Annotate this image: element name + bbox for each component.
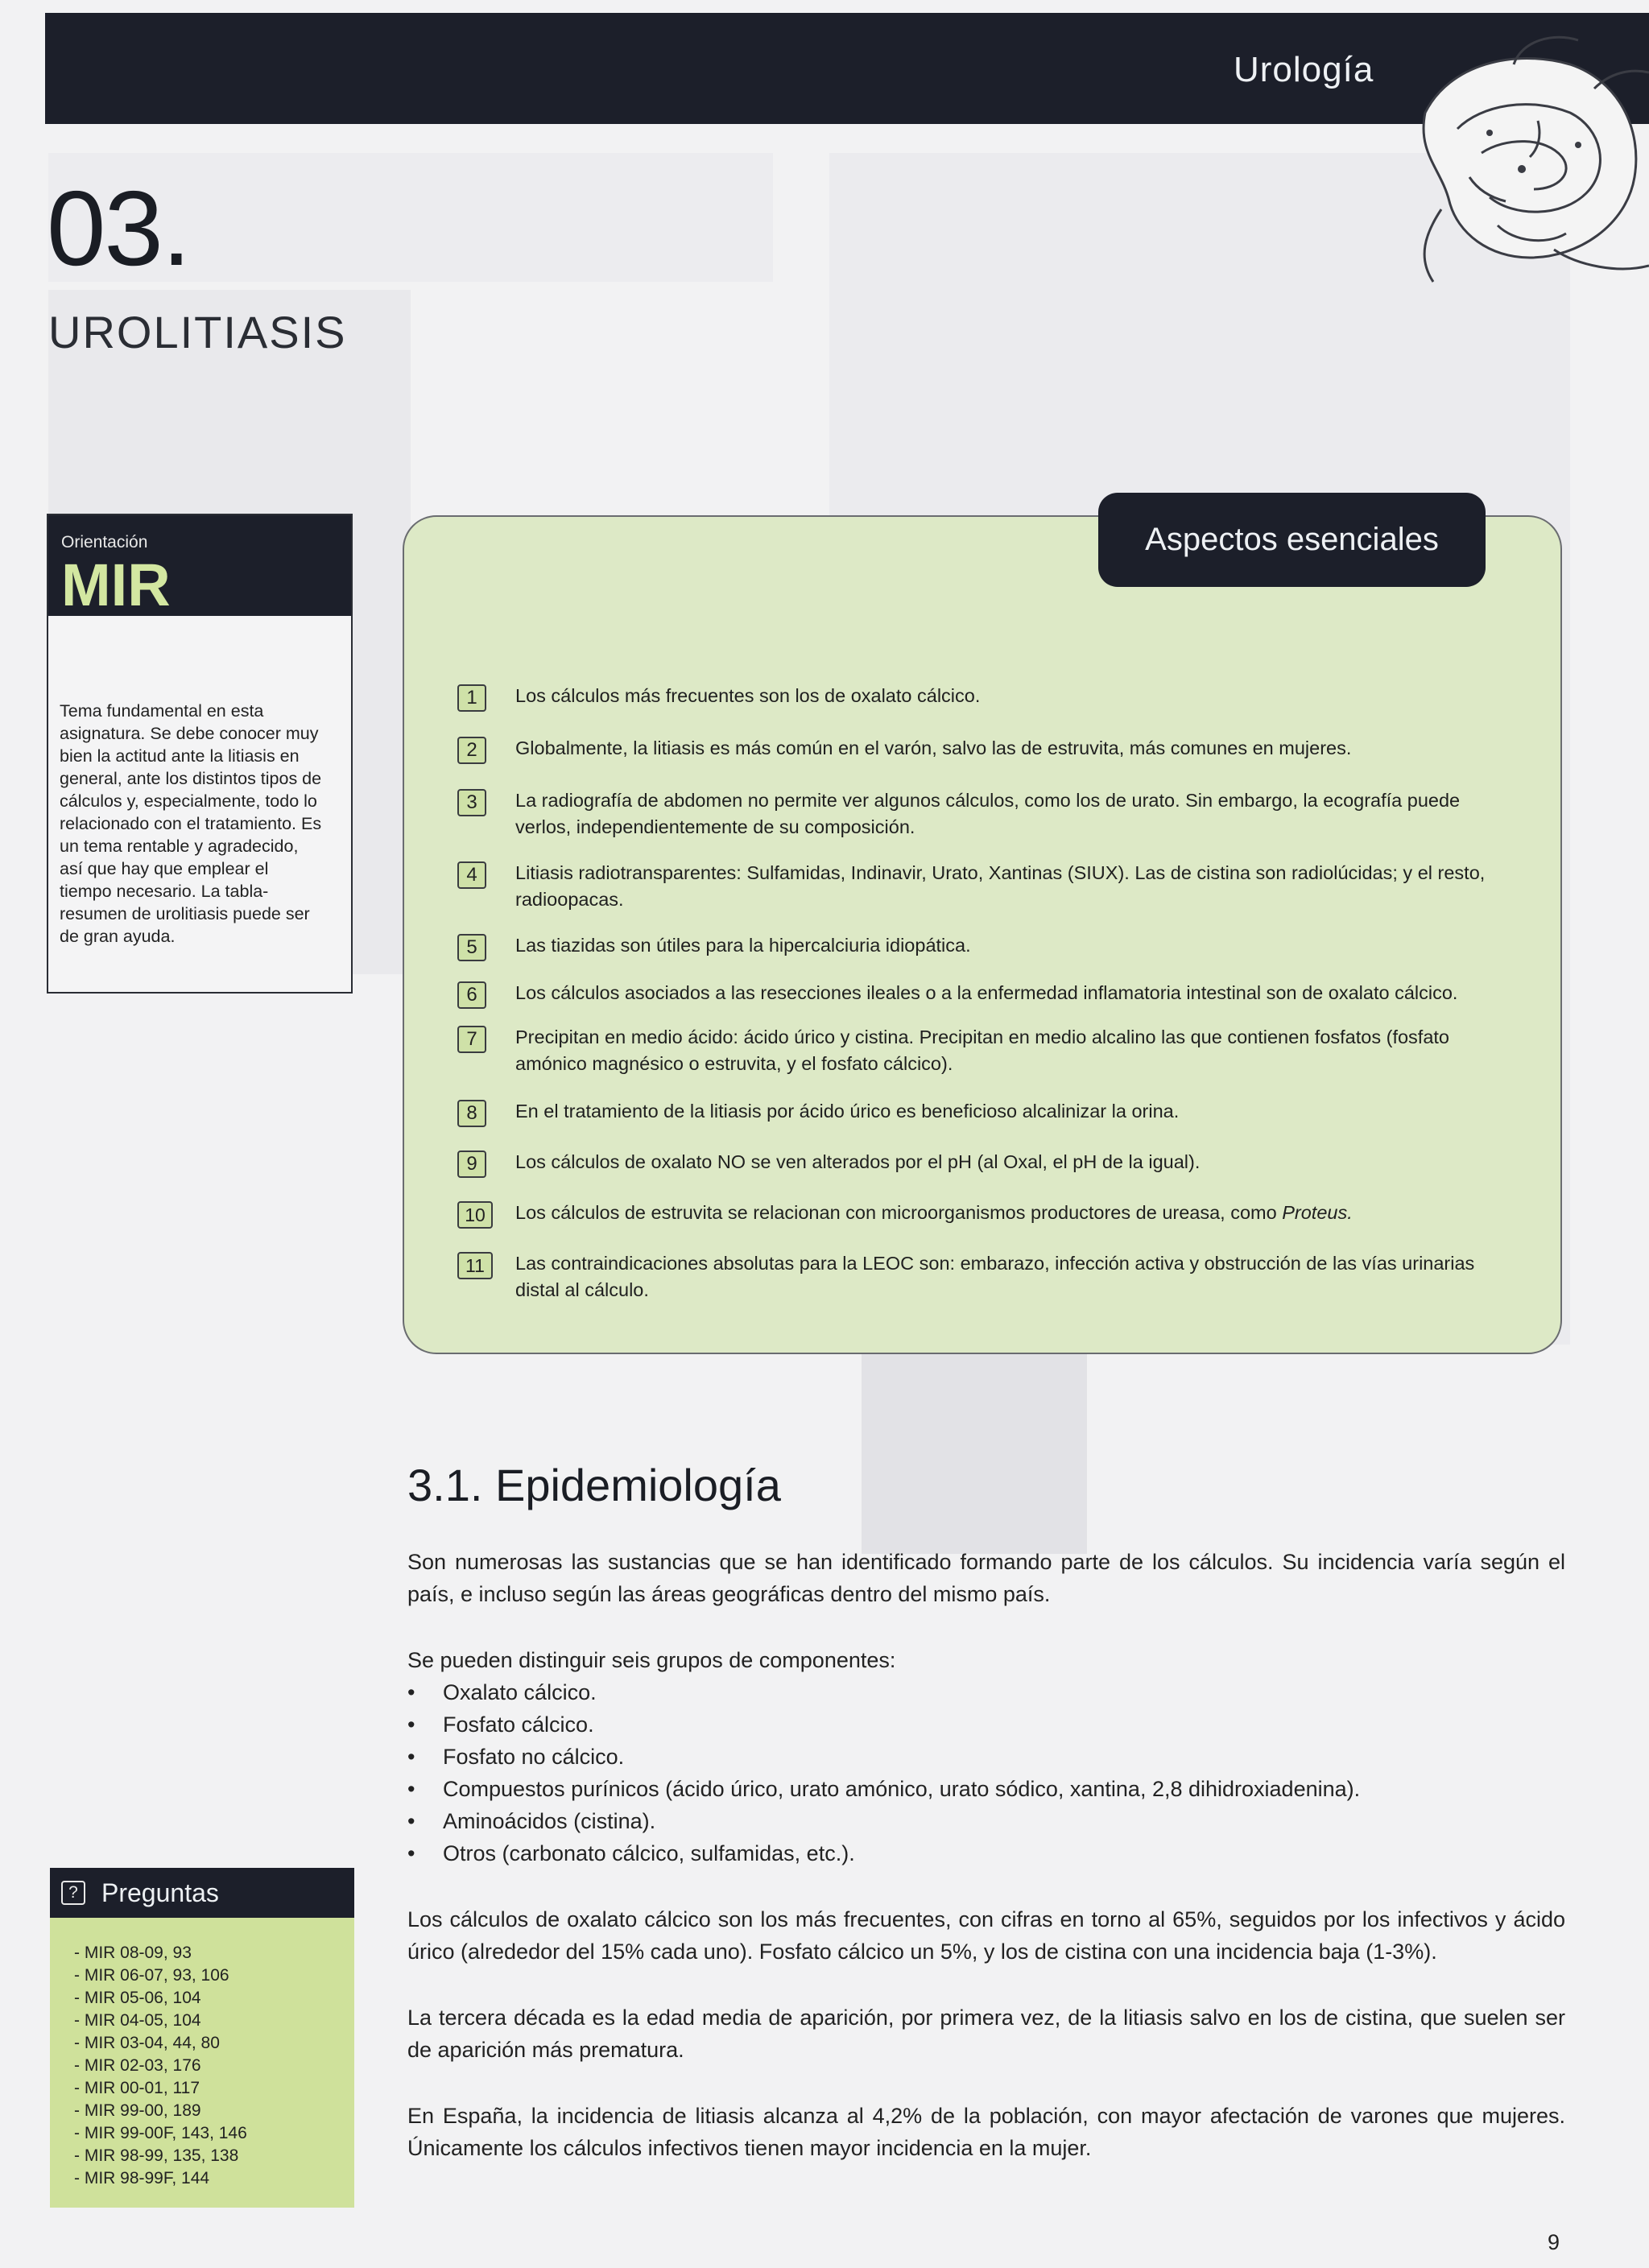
essential-item xyxy=(457,860,1514,913)
item-number: 4 xyxy=(457,861,486,889)
essential-item xyxy=(457,683,1514,709)
list-item: - MIR 08-09, 93 xyxy=(74,1944,192,1962)
item-number: 8 xyxy=(457,1100,486,1127)
essential-item xyxy=(457,735,1514,762)
item-text: Precipitan en medio ácido: ácido úrico y cistina. Precipitan en medio alcalino las que contienen fosfatos (fosfato amónico magnésico o estruvita, y el fosfato cálcico). xyxy=(515,1027,1449,1074)
list-item: - MIR 03-04, 44, 80 xyxy=(74,2034,220,2052)
essential-item xyxy=(457,932,1514,959)
item-number: 2 xyxy=(457,737,486,764)
item-text: Los cálculos más frecuentes son los de oxalato cálcico. xyxy=(515,685,981,706)
essential-item xyxy=(457,1200,1514,1226)
list-item: - MIR 98-99F, 144 xyxy=(74,2169,210,2187)
list-item: - MIR 99-00F, 143, 146 xyxy=(74,2124,247,2142)
item-text: Los cálculos asociados a las resecciones ileales o a la enfermedad inflamatoria intestinal son de oxalato cálcico. xyxy=(515,982,1458,1003)
item-number: 7 xyxy=(457,1026,486,1053)
essentials-list xyxy=(457,683,1514,1303)
orientation-text: Tema fundamental en esta asignatura. Se debe conocer muy bien la actitud ante la litiasis en general, ante los distintos tipos de cálculos y, especialmente, todo lo relacionado con el tratamiento. Es un tema rentable y agradecido, así que hay que emplear el tiempo necesario. La tabla-resumen de urolitiasis puede ser de gran ayuda. xyxy=(60,701,322,946)
paragraph: Los cálculos de oxalato cálcico son los más frecuentes, con cifras en torno al 65%, seguidos por los infectivos y ácido úrico (alrededor del 15% cada uno). Fosfato cálcico un 5%, y los de cistina con una incidencia baja (1-3%). xyxy=(407,1907,1565,1964)
list-item: • Fosfato cálcico. xyxy=(407,1708,1565,1741)
essential-item xyxy=(457,980,1514,1006)
question-mark-icon: ? xyxy=(61,1881,85,1905)
questions-title: Preguntas xyxy=(101,1878,219,1907)
item-text: Los cálculos de oxalato NO se ven alterados por el pH (al Oxal, el pH de la igual). xyxy=(515,1151,1201,1172)
item-text: En el tratamiento de la litiasis por ácido úrico es beneficioso alcalinizar la orina. xyxy=(515,1101,1180,1122)
questions-header xyxy=(50,1868,354,1918)
list-item: • Otros (carbonato cálcico, sulfamidas, etc.). xyxy=(407,1837,1565,1869)
item-text: Las tiazidas son útiles para la hipercalciuria idiopática. xyxy=(515,935,971,956)
chapter-title: UROLITIASIS xyxy=(48,307,347,357)
paragraph: En España, la incidencia de litiasis alcanza al 4,2% de la población, con mayor afectación de varones que mujeres. Únicamente los cálculos infectivos tienen mayor incidencia en la mujer. xyxy=(407,2104,1565,2160)
item-number: 5 xyxy=(457,934,486,961)
list-item: - MIR 05-06, 104 xyxy=(74,1989,201,2007)
item-text: La radiografía de abdomen no permite ver algunos cálculos, como los de urato. Sin embargo, la ecografía puede verlos, independientemente de su composición. xyxy=(515,790,1461,837)
essential-item xyxy=(457,1149,1514,1175)
item-text: Litiasis radiotransparentes: Sulfamidas, Indinavir, Urato, Xantinas (SIUX). Las de cistina son radiolúcidas; y el resto, radioopacas. xyxy=(515,862,1486,910)
list-item: - MIR 98-99, 135, 138 xyxy=(74,2146,239,2165)
paragraph: Son numerosas las sustancias que se han identificado formando parte de los cálculos. Su incidencia varía según el país, e incluso según las áreas geográficas dentro del mismo país. xyxy=(407,1550,1565,1606)
item-number: 1 xyxy=(457,684,486,712)
section-body xyxy=(407,1546,1565,2164)
item-number: 6 xyxy=(457,981,486,1009)
list-item: - MIR 06-07, 93, 106 xyxy=(74,1966,229,1985)
questions-list xyxy=(50,1918,354,2190)
list-item: - MIR 04-05, 104 xyxy=(74,2011,201,2030)
list-item: - MIR 99-00, 189 xyxy=(74,2101,201,2120)
chapter-number: 03. xyxy=(47,169,190,287)
orientation-header xyxy=(48,515,351,616)
list-item: • Compuestos purínicos (ácido úrico, urato amónico, urato sódico, xantina, 2,8 dihidroxiadenina). xyxy=(407,1773,1565,1805)
list-item: • Fosfato no cálcico. xyxy=(407,1741,1565,1773)
item-text: Las contraindicaciones absolutas para la LEOC son: embarazo, infección activa y obstrucción de las vías urinarias distal al cálculo. xyxy=(515,1253,1475,1300)
list-item: • Aminoácidos (cistina). xyxy=(407,1805,1565,1837)
orientation-box xyxy=(47,514,353,994)
orientation-label: MIR xyxy=(61,552,171,618)
item-number: 10 xyxy=(457,1201,493,1229)
item-number: 9 xyxy=(457,1151,486,1178)
item-number: 3 xyxy=(457,789,486,816)
anatomy-illustration xyxy=(1393,16,1649,290)
item-text: Los cálculos de estruvita se relacionan con microorganismos productores de ureasa, como xyxy=(515,1202,1283,1223)
item-text-italic: Proteus. xyxy=(1282,1202,1353,1223)
item-text: Globalmente, la litiasis es más común en el varón, salvo las de estruvita, más comunes en mujeres. xyxy=(515,737,1352,758)
section-heading: 3.1. Epidemiología xyxy=(407,1460,781,1510)
list-item: • Oxalato cálcico. xyxy=(407,1676,1565,1708)
paragraph: La tercera década es la edad media de aparición, por primera vez, de la litiasis salvo en los de cistina, que suelen ser de aparición más prematura. xyxy=(407,2006,1565,2062)
essential-item xyxy=(457,1024,1514,1077)
essential-item xyxy=(457,787,1514,841)
questions-box xyxy=(50,1868,354,2208)
essentials-title: Aspectos esenciales xyxy=(1098,493,1486,587)
section-title: Urología xyxy=(1234,50,1374,89)
orientation-kicker: Orientación xyxy=(61,533,148,552)
list-item: - MIR 00-01, 117 xyxy=(74,2079,200,2097)
essential-item xyxy=(457,1098,1514,1125)
page-number: 9 xyxy=(1548,2230,1560,2254)
list-item: - MIR 02-03, 176 xyxy=(74,2056,201,2075)
paragraph: Se pueden distinguir seis grupos de componentes: xyxy=(407,1648,896,1672)
essential-item xyxy=(457,1250,1514,1303)
item-number: 11 xyxy=(457,1252,493,1279)
component-list xyxy=(407,1676,1565,1869)
